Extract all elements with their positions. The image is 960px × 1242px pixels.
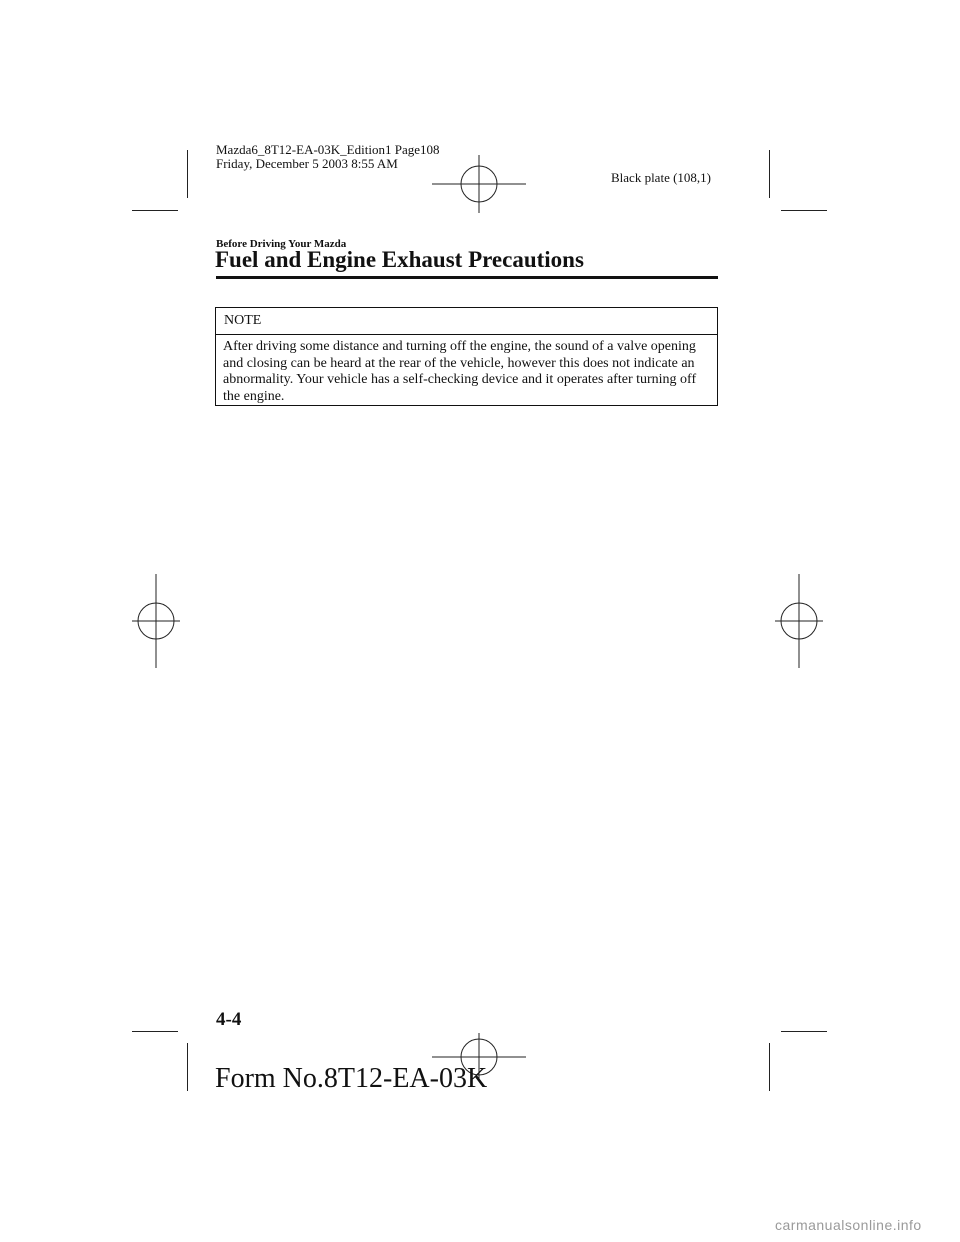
form-number: Form No.8T12-EA-03K	[215, 1063, 488, 1094]
title-rule	[216, 276, 718, 279]
plate-label: Black plate (108,1)	[611, 170, 711, 185]
section-label: Before Driving Your Mazda	[216, 238, 347, 250]
print-job-name: Mazda6_8T12-EA-03K_Edition1 Page108	[216, 142, 440, 157]
watermark-text: carmanualsonline.info	[775, 1217, 922, 1233]
page-number: 4-4	[216, 1009, 242, 1030]
note-label: NOTE	[224, 313, 262, 328]
note-text: After driving some distance and turning off the engine, the sound of a valve opening and closing can be heard at the rear of the vehicle, however this does not indicate an abnormality. Your vehicle has a self-checking device and it operates after turning off the engine.	[223, 339, 697, 404]
note-box	[215, 307, 718, 406]
note-header	[216, 308, 717, 335]
page-title: Fuel and Engine Exhaust Precautions	[215, 247, 584, 272]
print-timestamp: Friday, December 5 2003 8:55 AM	[216, 156, 398, 171]
